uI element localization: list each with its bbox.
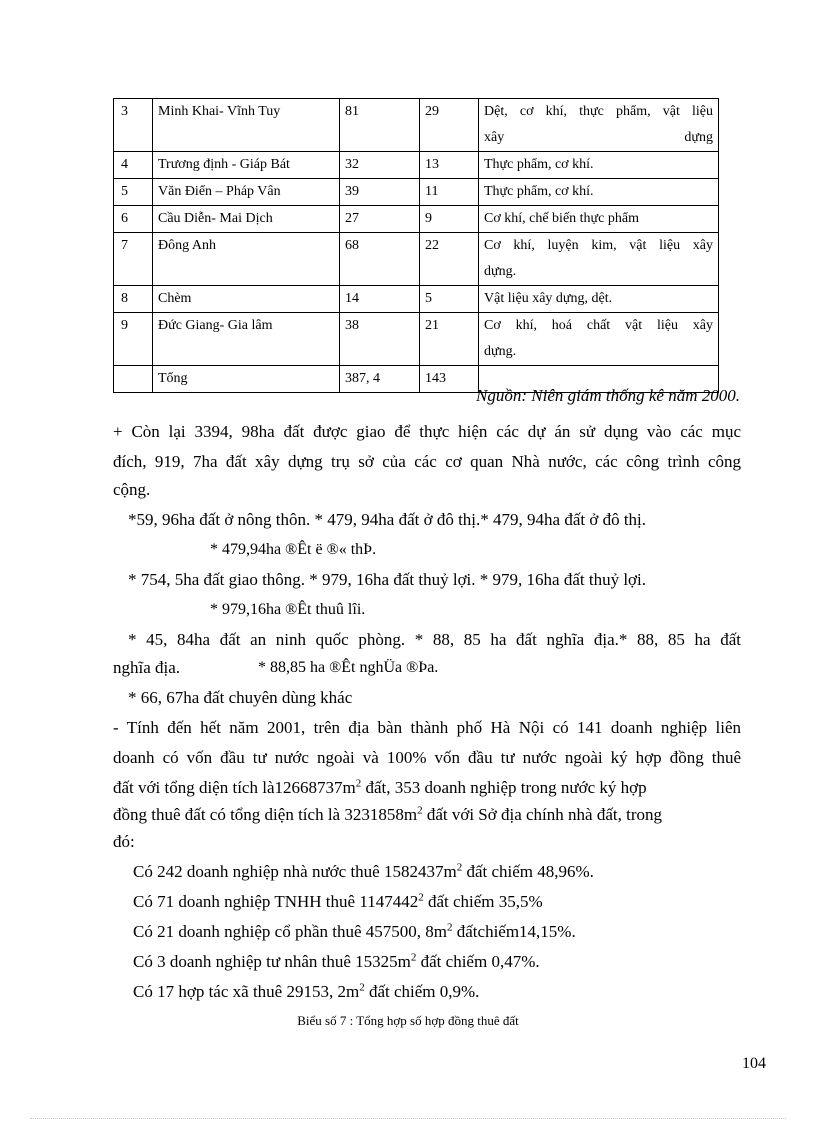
table-row xyxy=(114,179,719,206)
table-cell-area: 32 xyxy=(340,152,420,179)
table-row xyxy=(114,99,719,152)
table-cell-name: Văn Điển – Pháp Vân xyxy=(153,179,340,206)
table-cell-count: 143 xyxy=(420,366,479,393)
paragraph-line: đất với tổng diện tích $là12668737m^2$ đất, 353 doanh nghiệp trong nước ký hợp xyxy=(113,777,647,797)
table-cell-sector: Cơ khí, chế biến thực phẩm xyxy=(479,206,719,233)
stat-line: Có 17 hợp tác xã thuê 29153, $2m^2$ đất chiếm 0,9%. xyxy=(133,981,480,1001)
sector-text-cont: dựng. xyxy=(484,264,517,279)
sector-text: Dệt, cơ khí, thực phẩm, vật liệu xyxy=(484,104,713,119)
table-cell-sector: Vật liệu xây dựng, dệt. xyxy=(479,286,719,313)
table-cell-count: 21 xyxy=(420,313,479,366)
paragraph-line: + Còn lại 3394, 98ha đất được giao để thực hiện các dự án sử dụng vào các mục xyxy=(113,422,741,441)
table-cell-count: 29 xyxy=(420,99,479,152)
table-cell-name: Đức Giang- Gia lâm xyxy=(153,313,340,366)
table-cell-name: Cầu Diễn- Mai Dịch xyxy=(153,206,340,233)
table-cell-no: 4 xyxy=(114,152,153,179)
paragraph-line: doanh có vốn đầu tư nước ngoài và 100% vốn đầu tư nước ngoài ký hợp đồng thuê xyxy=(113,748,741,767)
table-cell-area: 39 xyxy=(340,179,420,206)
bullet-line: * 66, 67ha đất chuyên dùng khác xyxy=(128,688,353,707)
paragraph-line: đích, 919, 7ha đất xây dựng trụ sở của các cơ quan Nhà nước, các công trình công xyxy=(113,452,741,471)
stat-line: Có 21 doanh nghiệp cổ phần thuê 457500, $8m^2$ đấtchiếm14,15%. xyxy=(133,921,576,941)
table-cell-area: 38 xyxy=(340,313,420,366)
table-row xyxy=(114,152,719,179)
table-cell-area: 68 xyxy=(340,233,420,286)
table-row xyxy=(114,286,719,313)
table-cell-area: 387, 4 xyxy=(340,366,420,393)
sector-text-cont: xây dựng xyxy=(484,130,713,145)
table-cell-name: Trương định - Giáp Bát xyxy=(153,152,340,179)
table-cell-sector: Thực phẩm, cơ khí. xyxy=(479,152,719,179)
paragraph-line: - Tính đến hết năm 2001, trên địa bàn thành phố Hà Nội có 141 doanh nghiệp liên xyxy=(113,718,741,737)
table-cell-no: 8 xyxy=(114,286,153,313)
paragraph-line: đồng thuê đất có tổng diện tích là $3231858m^2$ đất với Sở địa chính nhà đất, trong xyxy=(113,804,662,824)
table-cell-area: 81 xyxy=(340,99,420,152)
table-cell-area: 14 xyxy=(340,286,420,313)
table-cell-no xyxy=(114,366,153,393)
page-divider xyxy=(30,1118,786,1119)
sector-text-cont: dựng. xyxy=(484,344,517,359)
table-cell-sector xyxy=(479,233,719,286)
stat-line: Có 71 doanh nghiệp TNHH thuê 1147442$^2$ đất chiếm 35,5% xyxy=(133,891,543,911)
stat-line: Có 3 doanh nghiệp tư nhân thuê $15325m^2$ đất chiếm 0,47%. xyxy=(133,951,540,971)
bullet-line-legacy-font: * 88,85 ha ®Êt nghÜa ®Þa. xyxy=(258,659,439,676)
page-number: 104 xyxy=(742,1055,766,1072)
table-cell-name: Minh Khai- Vĩnh Tuy xyxy=(153,99,340,152)
bullet-line: nghĩa địa. xyxy=(113,658,181,677)
industrial-zones-table xyxy=(113,98,719,393)
table-cell-count: 22 xyxy=(420,233,479,286)
bullet-line: *59, 96ha đất ở nông thôn. * 479, 94ha đất ở đô thị.* 479, 94ha đất ở đô thị. xyxy=(128,510,647,529)
table-cell-count: 5 xyxy=(420,286,479,313)
table-cell-area: 27 xyxy=(340,206,420,233)
table-cell-count: 11 xyxy=(420,179,479,206)
table-cell-name: Chèm xyxy=(153,286,340,313)
sector-text: Cơ khí, hoá chất vật liệu xây xyxy=(484,318,713,333)
bullet-line-legacy-font: * 979,16ha ®Êt thuû lîi. xyxy=(210,601,366,618)
table-cell-count: 9 xyxy=(420,206,479,233)
table-cell-sector xyxy=(479,313,719,366)
bullet-line: * 754, 5ha đất giao thông. * 979, 16ha đất thuỷ lợi. * 979, 16ha đất thuỷ lợi. xyxy=(128,570,647,589)
table-row xyxy=(114,206,719,233)
table-cell-name: Tổng xyxy=(153,366,340,393)
table-cell-no: 7 xyxy=(114,233,153,286)
bullet-line-legacy-font: * 479,94ha ®Êt ë ®« thÞ. xyxy=(210,541,377,558)
sector-text: Cơ khí, luyện kim, vật liệu xây xyxy=(484,238,713,253)
stat-line: Có 242 doanh nghiệp nhà nước thuê $1582437m^2$ đất chiếm 48,96%. xyxy=(133,861,594,881)
table-cell-name: Đông Anh xyxy=(153,233,340,286)
table-cell-count: 13 xyxy=(420,152,479,179)
table-row xyxy=(114,313,719,366)
table-row xyxy=(114,233,719,286)
table-source-note: Nguồn: Niên giám thống kê năm 2000. xyxy=(476,386,740,405)
table-cell-no: 3 xyxy=(114,99,153,152)
table-cell-no: 6 xyxy=(114,206,153,233)
table-cell-no: 9 xyxy=(114,313,153,366)
bullet-line: * 45, 84ha đất an ninh quốc phòng. * 88, 85 ha đất nghĩa địa.* 88, 85 ha đất xyxy=(128,630,741,649)
table-cell-no: 5 xyxy=(114,179,153,206)
paragraph-line: đó: xyxy=(113,832,135,851)
table-cell-sector xyxy=(479,99,719,152)
table-caption: Biểu số 7 : Tổng hợp số hợp đồng thuê đất xyxy=(297,1013,519,1028)
table-cell-sector: Thực phẩm, cơ khí. xyxy=(479,179,719,206)
paragraph-line: cộng. xyxy=(113,480,151,499)
